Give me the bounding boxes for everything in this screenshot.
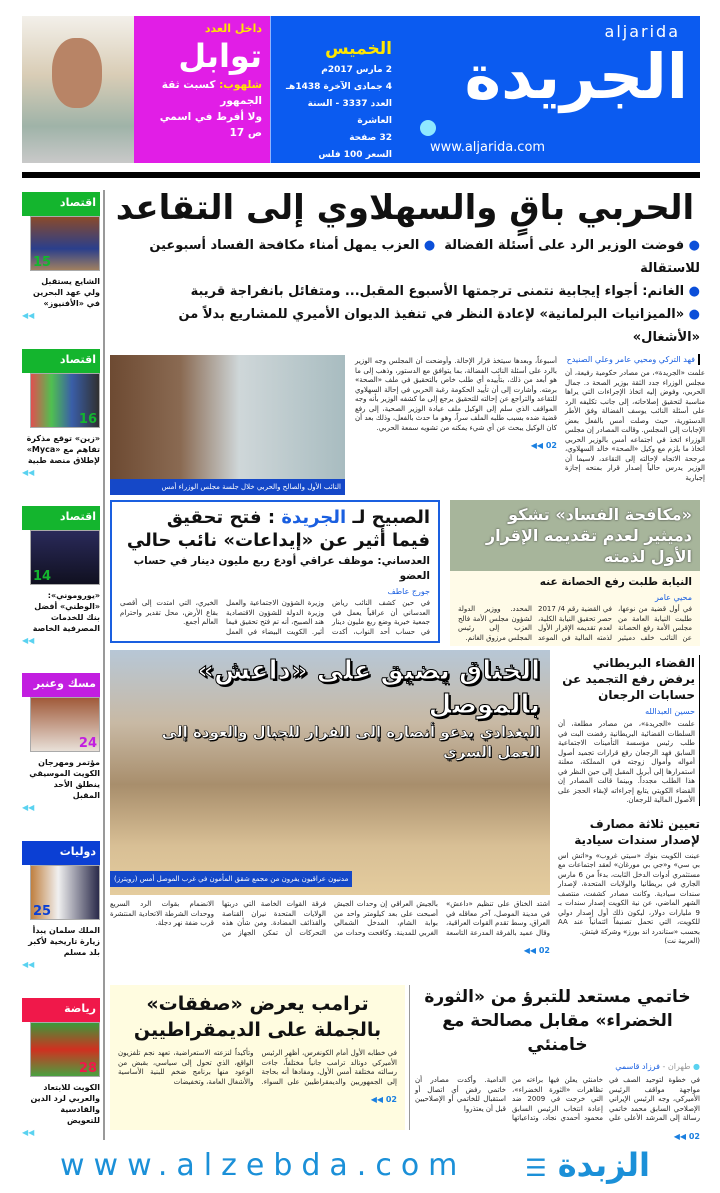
khatami-story[interactable] [415,985,700,1143]
arrow-icon: ◀◀ [22,635,35,645]
page-number: 16 [78,411,97,427]
mosul-body: اشتد الخناق على تنظيم «داعش» في مدينة الموصل، آخر معاقله في العراق، وسط تقدم القوات العراقية، وقال عميد بالفرقة المدرعة التاسعة بالجيش العراقي إن وحدات الجيش أصبحت على بعد كيلومتر واحد من بوابة الشام، المدخل الشمالي الغربي للمدينة. وكافحت وحدات من فرقة القوات الخاصة التي دربتها الولايات المتحدة نيران القناصة والقذائف المضادة. ومن شأن هذه التحركات أن تمكن الجهاز من الانضمام بقوات الرد السريع ووحدات الشرطة الاتحادية المنتشرة قرب ضفة نهر دجلة. [110,900,550,937]
page-number: 24 [78,736,97,752]
main-body-col2: أسبوعاً، وبعدها سيتخذ قرار الإحالة. وأوضحت أن المجلس وجه الوزير بالرد على أسئلة النائب الفضالة، بما يتوافق مع الدستور، وذهب إلى ما هو أبعد من ذلك، بتأييده أي طلب خاص بالتحقيق في ملف «الصحة» برمته. وأشارت إلى أن تأييد الحكومة رغبة الحربي في إحالة السهلاوي للتقاعد والتراجع عن إحالته للتحقيق يرجع إلى ما كشفه الوزير بأنه وجه المواقف الذي سلم إلى الوكيل ملف عيادة الوزير الصحية، إلى رفع قضية ضده بسبب طلبه الملف سراً، وهو ما حدث بالفعل، وذلك بعد أن كان الوكيل يبحث عن أي شيء يمكنه من تشويه سمعة الحربي. [355,357,557,432]
issue-price: السعر 100 فلس [318,150,392,160]
brand-name: الجريدة [281,507,347,528]
arrow-icon: ◀◀ [22,803,35,813]
byline: حسين العبدالله [645,707,695,716]
footer-url[interactable]: www.alzebda.com [60,1148,467,1183]
story-body: علمت «الجريدة»، من مصادر مطلعة، أن السلطات القضائية البريطانية رفضت البت في طلب رئيس مؤسسة التأمينات الاجتماعية السابق فهد الرجعان رفع قرارات تجميد أصول أمواله وأموال زوجته في المملكة، معلنة استمرارها إلى أبريل المقبل إلى حين النظر في هذا الطلب مجدداً. وبينما قالت المصادر إن القضاء الكويتي يتابع إجراءاته لإبقاء الحجز على الأصول المالية للرجعان. [558,720,695,804]
sidebar-item-international[interactable] [22,841,100,970]
arrow-icon: ◀◀ [22,467,35,477]
bullet-text: فوضت الوزير الرد على أسئلة الفضالة [444,238,685,253]
continue-page: 02 [385,1095,397,1104]
column-divider [409,985,410,1130]
bullet-text: الغانم: أجواء إيجابية نتمنى ترجمتها الأسبوع المقبل... ومتفائل بانفراجة قريبة [190,284,685,299]
byline: جورج عاطف [387,587,430,596]
bullet-text: «الميزانيات البرلمانية» لإعادة النظر في تنفيذ الديوان الأميري للمشاريع بدلاً من «الأشغال» [178,307,700,345]
section-tag: اقتصاد [22,506,100,530]
page-number: 14 [33,568,52,584]
page-number: 25 [33,904,52,920]
magazine-teaser[interactable] [134,16,270,163]
story-body: في خطوة لتوحيد الصف في مواجهة مواقف الرئيس الأميركي، وجه الرئيس الإيراني الإصلاحي السابق محمد خاتمي رسالة إلى المرشد الأعلى علي خامنئي يعلن فيها براءته من تظاهرات «الثورة الخضراء»، التي خرجت في 2009 ضد إعادة انتخاب الرئيس السابق محمود أحمدي نجاد، وتداعياتها الدامية. وأكدت مصادر أن خاتمي رفض أي اتصال أو استقبال للخاتمي أو الإصلاحيين قبل أن يعتذروا [415,1076,700,1122]
teaser-photo [22,16,134,163]
main-bullet-3: ● «الميزانيات البرلمانية» لإعادة النظر في تنفيذ الديوان الأميري للمشاريع بدلاً من «الأشغال» [178,307,700,345]
trump-story[interactable] [110,985,405,1130]
sidebar-item-sports[interactable] [22,998,100,1138]
continue-page: 02 [538,946,550,955]
thumbnail [30,373,100,428]
mosul-headings [120,654,540,762]
mosul-headline: الخناق يضيق على «داعش» بالموصل [197,656,540,720]
british-story[interactable] [558,655,700,806]
footer-logo-text: الزبدة [557,1146,650,1184]
teaser-headline: كسبت ثقة الجمهور [161,79,262,107]
inside-label: داخل العدد [204,22,262,35]
continue-link[interactable]: ◀◀ 02 [673,1131,700,1141]
item-caption: الشايع يستقبل ولي عهد البحرين في «الأفنيوز» [33,277,100,308]
story-title: ترامب يعرض «صفقات» بالجملة على الديمقراطيين [133,993,382,1041]
mosul-photo[interactable] [110,650,550,895]
continue-link[interactable]: ◀◀ 02 [530,441,557,450]
section-tag: اقتصاد [22,192,100,216]
sidebar-item-economy-3[interactable] [22,506,100,646]
main-byline: فهد التركي ومحيي عامر وعلي الصنيدح [567,354,700,365]
arrow-icon: ◀◀ [22,1127,35,1137]
mosul-body-wrap [110,900,550,957]
story-body: عينت الكويت بنوك «سيتي غروب» و«اتش اس بي سي» و«جي بي مورغان» لعقد اجتماعات مع مستثمري أدوات الدخل الثابت، بدءاً من 6 مارس الجاري في بريطانيا والولايات المتحدة، لإصدار سندات سيادية. وكانت مصادر كشفت، منتصف الشهر الماضي، عن نية الكويت إصدار سندات بـ 9 مليارات دولار، ليكون ذلك أول إصدار دولي للكويت، التي تحمل تصنيفاً ائتمانياً عند AA بحسب «ستاندرد اند بورز» وشركة فيتش. [558,851,700,936]
logo-dot-icon [420,120,436,136]
sidebar [22,192,100,1138]
issue-number: العدد 3337 - السنة العاشرة [307,99,392,126]
story-source: (العربية نت) [664,937,700,945]
bonds-story[interactable] [558,816,700,947]
issue-info [270,16,400,163]
main-story-head [110,182,700,349]
story-body: في حين كشف النائب رياض العدساني أن عراقياً يعمل في جمعية خيرية وضع ربع مليون دينار في حساب أحد النواب، أكدت وزيرة الشؤون الاجتماعية والعمل وزيرة الدولة للشؤون الاقتصادية هند الصبيح، أنه تم فتح تحقيق فيما أثير. الكويت البيضاء في العمل الخيري، التي امتدت إلى أقصى بقاع الأرض، محل تقدير واحترام العالم أجمع. [120,599,430,636]
teaser-label: شلهوب: [219,79,262,91]
issue-hijri-date: 4 جمادى الآخرة 1438هـ [285,82,392,92]
story-body: في خطابه الأول أمام الكونغرس، أظهر الرئيس الأميركي دونالد ترامب جانباً مختلفاً، جاءت رسالته مختلفة أمس الأول، ومفادها أنه بحاجة إلى الجمهوريين والديمقراطيين على السواء. وتأكيداً لنزعته الاستعراضية، تعهد نجم تلفزيون الواقع، الذي تحول إلى سياسي، بقبض من الوعود منها برنامج ضخم للبنية الأساسية والأشغال العامة، وتخفيضات [118,1049,397,1086]
continue-link[interactable]: ◀◀ 02 [523,946,550,955]
continue-link[interactable]: ◀◀ 02 [370,1095,397,1104]
thumbnail [30,697,100,752]
item-caption: «يوروموني»: «الوطني» أفضل بنك للخدمات المصرفية الخاصة [32,590,100,633]
masthead [270,16,700,163]
teaser-page: ص 17 [229,127,262,139]
sabeeh-story[interactable] [110,500,440,643]
story-body: في أول قضية من نوعها، طلبت النيابة العامة من مجلس الأمة رفع الحصانة عن النائب خلف دميثير في القضية رقم 4/ 2017 حصر تحقيق النيابة الكلية، لعدم تقديمه الإقرار الأول لذمته المالية في الموعد المحدد. ووزير الدولة لشؤون مجلس الأمة فالح العزب إلى رئيس المجلس مرزوق الغانم. [458,605,692,642]
arrow-icon: ◀◀ [22,960,35,970]
continue-page: 02 [688,1131,700,1141]
main-photo [110,355,345,495]
menu-lines-icon: ☰ [525,1154,547,1182]
bullet-text: العزب يمهل أمناء مكافحة الفساد أسبوعين للاستقالة [149,238,700,276]
story-subtitle: النيابة طلبت رفع الحصانة عنه [539,576,692,588]
story-title: القضاء البريطاني يرفض رفع التجميد عن حسابات الرجعان [562,656,695,702]
page-count: 32 صفحة [349,133,392,143]
main-bullet-2: ● الغانم: أجواء إيجابية نتمنى ترجمتها الأسبوع المقبل... ومتفائل بانفراجة قريبة [190,284,700,299]
title-part: الصبيح لـ [352,507,430,528]
sidebar-divider [103,190,105,1140]
continue-page: 02 [545,441,557,450]
section-tag: رياضة [22,998,100,1022]
newspaper-logo: الجريدة [464,40,688,113]
portrait-face [52,38,102,108]
section-tag: مسك وعنبر [22,673,100,697]
sidebar-item-economy-1[interactable] [22,192,100,321]
thumbnail [30,865,100,920]
section-tag: دوليات [22,841,100,865]
story-subtitle: العدساني: موظف عراقي أودع ربع مليون دينار في حساب العضو [133,555,430,582]
byline: فرزاد قاسمي [615,1062,660,1071]
thumbnail [30,530,100,585]
story-title: فيما أثير عن «إيداعات» نائب حالي [126,530,430,551]
sidebar-item-misk[interactable] [22,673,100,813]
issue-day: الخميس [325,39,392,59]
main-body-col1: علمت «الجريدة»، من مصادر حكومية رفيعة، أن مجلس الوزراء جدد الثقة بوزير الصحة د. جمال الحربي، وفوض إليه اتخاذ الإجراءات التي يراها مناسبة لتحقيق إصلاحاته، إلى جانب تكليفه الرد على أسئلة النائب يوسف الفضالة وفق الأطر الدستورية، حيث وصلت أمس بالفعل بعض الإجابات إلى المجلس. وقالت المصادر إن مجلس الوزراء اتخذ في اجتماعه أمس بالوزير الحربي اتخاذ ما يلزم مع وكيل «الصحة» خالد السهلاوي، مرجحة الاتجاه لإحالته إلى التقاعد، لاسيما أن الوزير يدرس حالياً إصدار قرار بمنحه إجازة إجبارية [565,369,705,482]
fasad-story[interactable] [450,500,700,646]
magazine-brand: توابل [178,37,262,75]
story-title: تعيين ثلاثة مصارف لإصدار سندات سيادية [574,816,700,847]
story-title: «مكافحة الفساد» تشكو دميثير لعدم تقديمه الإقرار الأول لذمته [450,500,700,571]
mosul-subheadline: البغدادي يدعو أنصاره إلى الفرار للجبال والعودة إلى العمل السري [161,723,540,761]
byline: محيي عامر [655,593,692,602]
main-headline[interactable]: الحربي باقٍ والسهلاوي إلى التقاعد [115,188,695,228]
section-tag: اقتصاد [22,349,100,373]
story-title: خاتمي مستعد للتبرؤ من «الثورة الخضراء» مقابل مصالحة مع خامنئي [424,987,691,1055]
masthead-divider [22,172,700,178]
title-part: : فتح تحقيق [166,507,276,528]
arrow-icon: ◀◀ [22,311,35,320]
right-column [558,655,700,947]
item-caption: «زين» توقع مذكرة تفاهم مع «Myca» لإطلاق منصة طبية [26,433,100,465]
page-number: 15 [33,255,52,270]
issue-date: 2 مارس 2017م [321,65,392,75]
main-body-col2-wrap [355,357,557,452]
logo-english: aljarida [604,22,680,41]
byline-place: طهران - [662,1062,691,1071]
photo-caption: مدنيون عراقيون يفرون من مجمع شقق المأمون في غرب الموصل أمس (رويترز) [110,871,352,887]
page-number: 28 [78,1060,97,1076]
website-url[interactable]: www.aljarida.com [430,140,546,155]
bullet-dot-icon: ● [693,1062,700,1071]
photo-caption: النائب الأول والصالح والحربي خلال جلسة مجلس الوزراء أمس [110,479,345,495]
footer-logo [525,1145,650,1188]
main-bullet-1: ● فوضت الوزير الرد على أسئلة الفضالة ● العزب يمهل أمناء مكافحة الفساد أسبوعين للاستقالة [149,238,700,276]
item-caption: الكويت للابتعاد والعربي لرد الدين والقادسية للتعويض [30,1082,100,1125]
thumbnail [30,216,100,271]
teaser-headline-2: ولا أفرط في اسمي [159,111,262,123]
sidebar-item-economy-2[interactable] [22,349,100,478]
thumbnail [30,1022,100,1077]
item-caption: مؤتمر ومهرجان الكويت الموسيقي ينطلق الأحد المقبل [29,758,100,801]
item-caption: الملك سلمان يبدأ زيارة تاريخية لأكبر بلد مسلم [28,926,100,958]
